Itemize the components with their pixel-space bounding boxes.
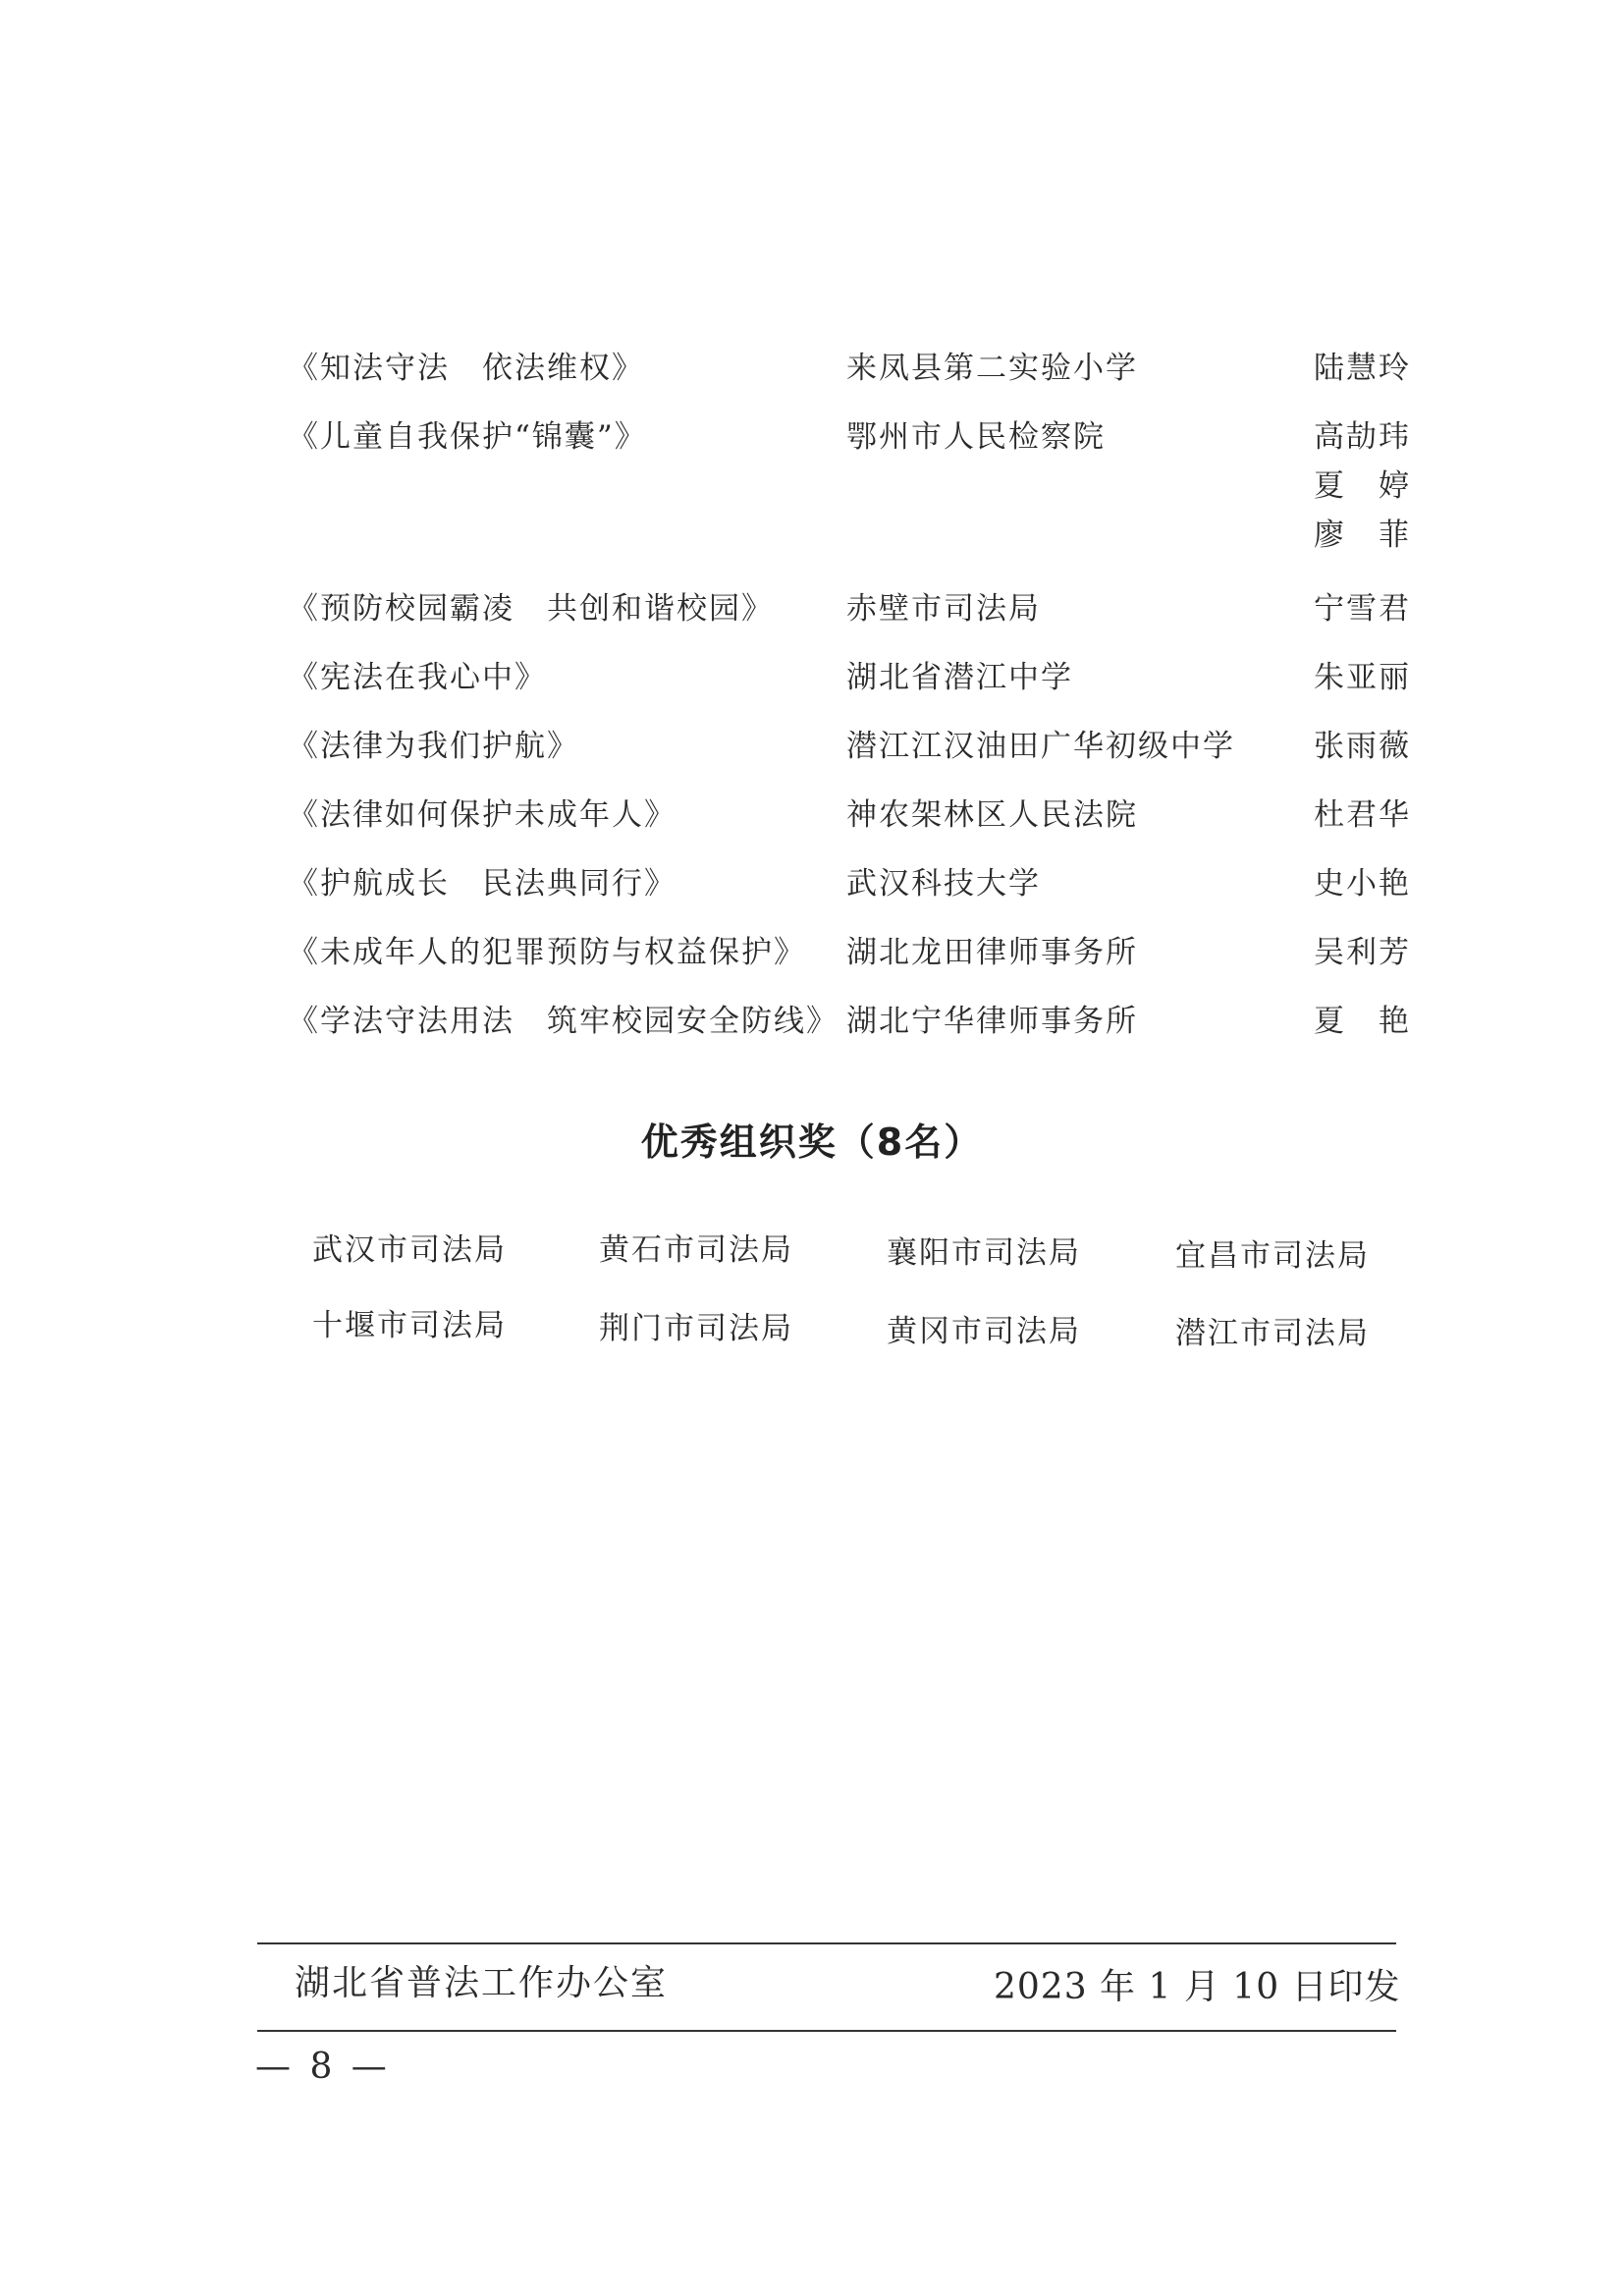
footer-top-rule [257,1942,1396,1944]
entry-title: 《未成年人的犯罪预防与权益保护》 [288,935,806,970]
entry-org: 湖北宁华律师事务所 [846,1004,1138,1039]
entry-name: 朱亚丽 [1314,660,1411,695]
award-section-heading: 优秀组织奖（8名） [640,1121,984,1164]
entry-names [1314,795,1412,835]
entry-names [1314,933,1412,972]
entry-names [1314,727,1412,766]
entry-org: 鄂州市人民检察院 [846,419,1106,455]
page-number: — 8 — [255,2047,391,2087]
entry-names [1314,1002,1412,1041]
award-organization: 潜江市司法局 [1175,1316,1370,1351]
entry-name: 廖 菲 [1314,518,1411,553]
award-organization: 武汉市司法局 [312,1232,507,1268]
entry-org: 武汉科技大学 [846,866,1041,902]
entry-title: 《护航成长 民法典同行》 [288,866,677,902]
entry-name: 张雨薇 [1314,729,1411,764]
entry-names [1314,658,1412,697]
entry-org: 湖北龙田律师事务所 [846,935,1138,970]
award-organization: 荆门市司法局 [599,1311,793,1346]
entry-org: 湖北省潜江中学 [846,660,1073,695]
entry-name: 宁雪君 [1314,591,1411,627]
award-organization: 黄石市司法局 [599,1232,793,1268]
entry-title: 《预防校园霸凌 共创和谐校园》 [288,591,774,627]
entry-title: 《法律为我们护航》 [288,729,579,764]
entry-org: 神农架林区人民法院 [846,797,1138,833]
entry-title: 《学法守法用法 筑牢校园安全防线》 [288,1004,839,1039]
entry-names [1314,349,1412,388]
entry-names [1314,864,1412,903]
entry-name: 陆慧玲 [1314,351,1411,386]
entry-org: 潜江江汉油田广华初级中学 [846,729,1235,764]
entry-title: 《知法守法 依法维权》 [288,351,644,386]
entry-org: 赤壁市司法局 [846,591,1041,627]
entry-name: 夏 艳 [1314,1004,1411,1039]
entry-title: 《法律如何保护未成年人》 [288,797,677,833]
award-organization: 宜昌市司法局 [1175,1238,1370,1274]
entry-org: 来凤县第二实验小学 [846,351,1138,386]
award-organization: 襄阳市司法局 [887,1235,1081,1271]
entry-title: 《儿童自我保护“锦囊”》 [288,419,647,455]
issue-date: 2023 年 1 月 10 日印发 [994,1967,1401,2007]
entry-name: 高劼玮 [1314,419,1411,455]
award-organization: 十堰市司法局 [312,1308,507,1343]
entry-name: 吴利芳 [1314,935,1411,970]
entry-names [1314,417,1412,555]
entry-name: 史小艳 [1314,866,1411,902]
award-organization: 黄冈市司法局 [887,1314,1081,1349]
footer-bottom-rule [257,2030,1396,2032]
entry-name: 夏 婷 [1314,468,1411,504]
issuing-office: 湖北省普法工作办公室 [295,1963,669,2003]
entry-names [1314,589,1412,629]
entry-name: 杜君华 [1314,797,1411,833]
entry-title: 《宪法在我心中》 [288,660,547,695]
